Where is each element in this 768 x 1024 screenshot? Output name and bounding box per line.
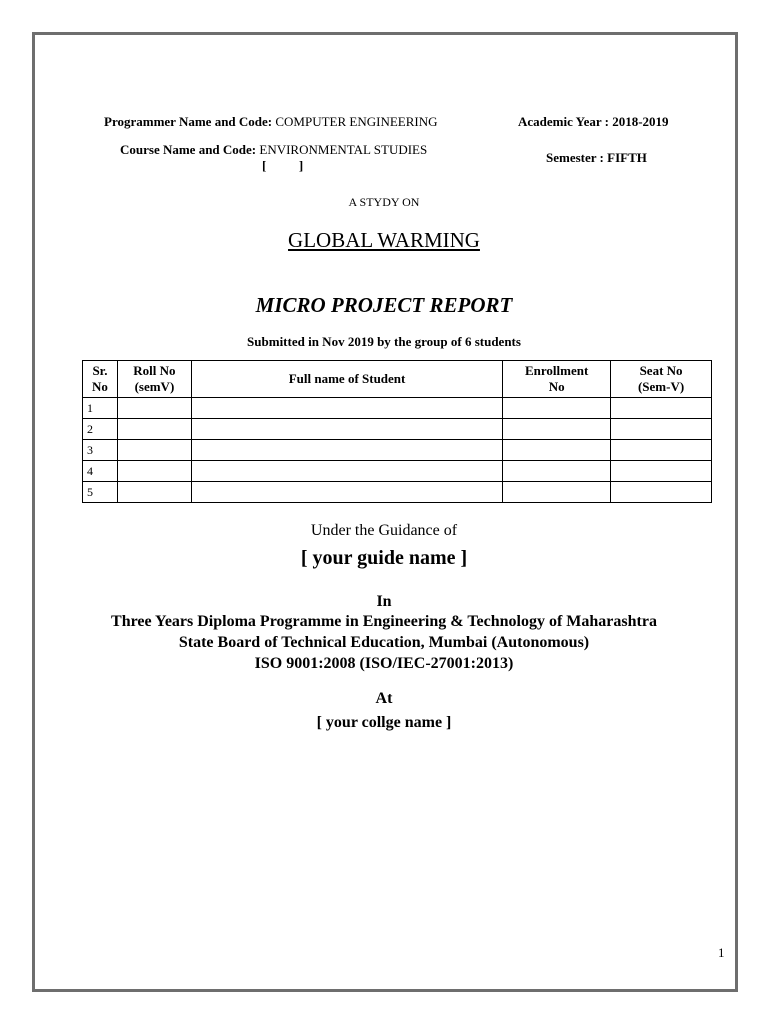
enrollment-cell <box>503 482 611 503</box>
seat-no-cell <box>611 482 712 503</box>
institution-line-1: Three Years Diploma Programme in Engineering & Technology of Maharashtra <box>111 613 657 630</box>
table-row <box>83 398 712 419</box>
name-cell <box>191 440 502 461</box>
student-table <box>82 360 712 503</box>
enrollment-cell <box>503 461 611 482</box>
programme-label: Programmer Name and Code: <box>104 114 273 129</box>
header-enrollment-no: Enrollment No <box>503 361 611 398</box>
table-header-row <box>83 361 712 398</box>
table-row <box>83 482 712 503</box>
header-full-name: Full name of Student <box>191 361 502 398</box>
topic-title: GLOBAL WARMING <box>288 228 480 252</box>
header-roll-no: Roll No (semV) <box>117 361 191 398</box>
name-cell <box>191 461 502 482</box>
header-seat-no: Seat No (Sem-V) <box>611 361 712 398</box>
programme-value: COMPUTER ENGINEERING <box>275 114 438 129</box>
guidance-label: Under the Guidance of <box>310 522 458 539</box>
college-name: [ your collge name ] <box>316 714 452 731</box>
roll-no-cell <box>117 440 191 461</box>
course-code-placeholder: [ ] <box>262 158 304 173</box>
row-number: 3 <box>83 440 118 461</box>
roll-no-cell <box>117 419 191 440</box>
row-number: 5 <box>83 482 118 503</box>
roll-no-cell <box>117 398 191 419</box>
programme-line <box>104 114 438 130</box>
name-cell <box>191 398 502 419</box>
page-number: 1 <box>718 945 725 960</box>
seat-no-cell <box>611 461 712 482</box>
guide-name: [ your guide name ] <box>300 547 468 569</box>
page-border <box>32 32 738 992</box>
enrollment-cell <box>503 398 611 419</box>
row-number: 4 <box>83 461 118 482</box>
seat-no-cell <box>611 419 712 440</box>
study-intro: A STYDY ON <box>348 195 420 209</box>
row-number: 1 <box>83 398 118 419</box>
roll-no-cell <box>117 482 191 503</box>
course-value: ENVIRONMENTAL STUDIES <box>259 142 428 157</box>
report-title: MICRO PROJECT REPORT <box>255 293 513 317</box>
table-row <box>83 440 712 461</box>
semester: Semester : FIFTH <box>546 150 647 165</box>
table-row <box>83 419 712 440</box>
seat-no-cell <box>611 440 712 461</box>
iso-line: ISO 9001:2008 (ISO/IEC-27001:2013) <box>254 655 514 672</box>
academic-year: Academic Year : 2018-2019 <box>518 114 669 129</box>
submitted-line: Submitted in Nov 2019 by the group of 6 students <box>247 334 521 349</box>
header-sr-no: Sr. No <box>83 361 118 398</box>
institution-line-2: State Board of Technical Education, Mumbai (Autonomous) <box>178 634 590 651</box>
course-label: Course Name and Code: <box>120 142 257 157</box>
table-row <box>83 461 712 482</box>
course-line <box>120 142 427 158</box>
at-label: At <box>375 690 393 707</box>
seat-no-cell <box>611 398 712 419</box>
enrollment-cell <box>503 419 611 440</box>
row-number: 2 <box>83 419 118 440</box>
name-cell <box>191 419 502 440</box>
roll-no-cell <box>117 461 191 482</box>
enrollment-cell <box>503 440 611 461</box>
in-label: In <box>376 593 392 610</box>
name-cell <box>191 482 502 503</box>
